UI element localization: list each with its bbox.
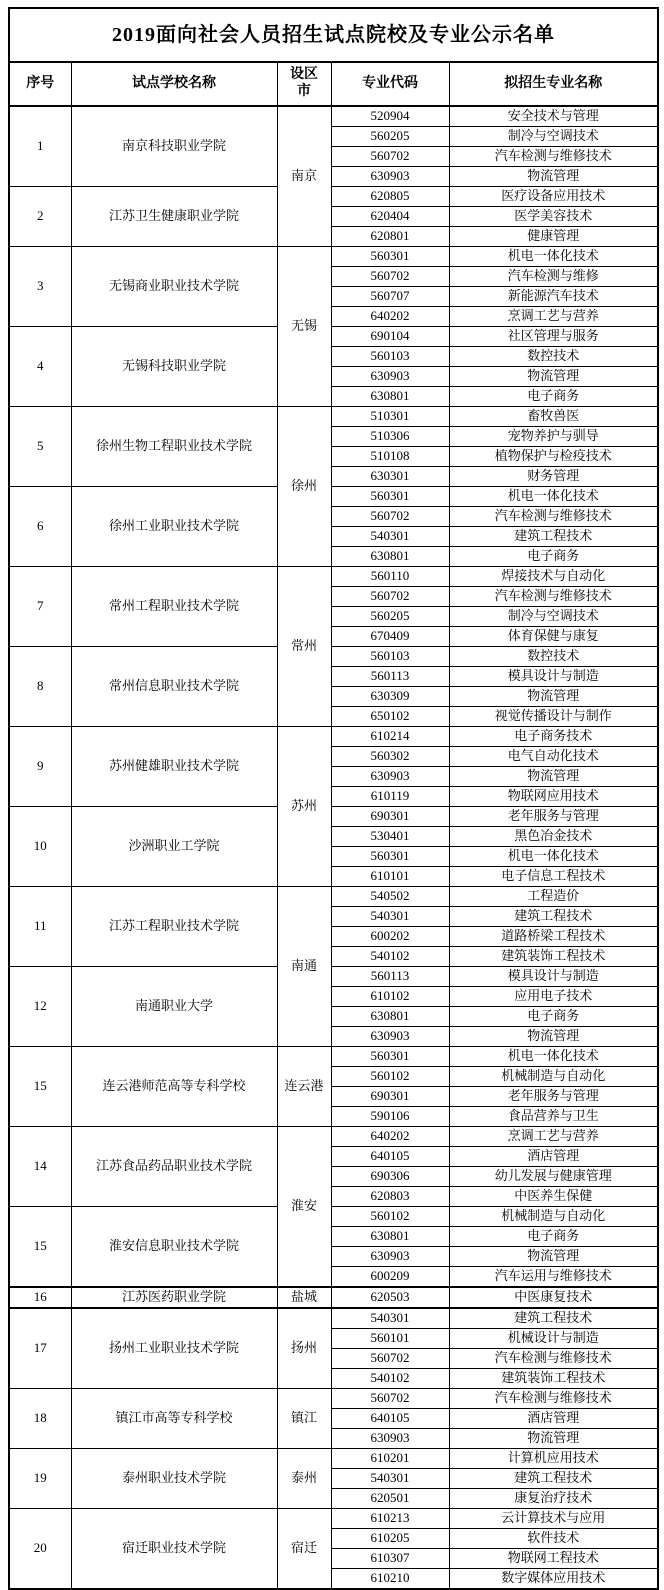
- major-code-cell: 540102: [331, 947, 449, 967]
- school-name-cell: 沙洲职业工学院: [71, 807, 277, 887]
- major-code-cell: 610205: [331, 1529, 449, 1549]
- city-cell: 泰州: [277, 1449, 331, 1509]
- major-code-cell: 620801: [331, 227, 449, 247]
- major-row: [9, 187, 658, 207]
- major-code-cell: 630903: [331, 767, 449, 787]
- major-name-cell: 烹调工艺与营养: [449, 307, 658, 327]
- major-code-cell: 560301: [331, 847, 449, 867]
- major-code-cell: 560702: [331, 147, 449, 167]
- major-code-cell: 640105: [331, 1147, 449, 1167]
- column-header-city: [277, 62, 331, 106]
- major-code-cell: 560102: [331, 1067, 449, 1087]
- major-code-cell: 560702: [331, 507, 449, 527]
- major-code-cell: 560301: [331, 247, 449, 267]
- major-name-cell: 制冷与空调技术: [449, 127, 658, 147]
- major-name-cell: 社区管理与服务: [449, 327, 658, 347]
- city-cell: 苏州: [277, 727, 331, 887]
- major-name-cell: 数字媒体应用技术: [449, 1569, 658, 1590]
- school-name-cell: 无锡科技职业学院: [71, 327, 277, 407]
- major-name-cell: 建筑工程技术: [449, 527, 658, 547]
- major-code-cell: 560205: [331, 127, 449, 147]
- header-row: [9, 62, 658, 106]
- major-code-cell: 620503: [331, 1287, 449, 1308]
- major-code-cell: 540102: [331, 1369, 449, 1389]
- city-cell: 常州: [277, 567, 331, 727]
- major-name-cell: 健康管理: [449, 227, 658, 247]
- major-code-cell: 690301: [331, 807, 449, 827]
- serial-cell: 3: [9, 247, 71, 327]
- city-cell: 南通: [277, 887, 331, 1047]
- serial-cell: 9: [9, 727, 71, 807]
- column-header-city-label: 设区市: [290, 67, 318, 99]
- major-name-cell: 建筑工程技术: [449, 1469, 658, 1489]
- major-name-cell: 建筑装饰工程技术: [449, 947, 658, 967]
- major-name-cell: 老年服务与管理: [449, 807, 658, 827]
- major-code-cell: 610214: [331, 727, 449, 747]
- major-row: [9, 407, 658, 427]
- major-name-cell: 机械制造与自动化: [449, 1207, 658, 1227]
- major-name-cell: 电气自动化技术: [449, 747, 658, 767]
- serial-cell: 14: [9, 1127, 71, 1207]
- column-header-major: 拟招生专业名称: [449, 62, 658, 106]
- major-code-cell: 560113: [331, 667, 449, 687]
- serial-cell: 17: [9, 1308, 71, 1389]
- serial-cell: 10: [9, 807, 71, 887]
- serial-cell: 5: [9, 407, 71, 487]
- major-name-cell: 工程造价: [449, 887, 658, 907]
- major-name-cell: 植物保护与检疫技术: [449, 447, 658, 467]
- major-code-cell: 630801: [331, 387, 449, 407]
- major-name-cell: 康复治疗技术: [449, 1489, 658, 1509]
- major-code-cell: 670409: [331, 627, 449, 647]
- major-name-cell: 数控技术: [449, 347, 658, 367]
- city-cell: 盐城: [277, 1287, 331, 1308]
- serial-cell: 16: [9, 1287, 71, 1308]
- major-code-cell: 540301: [331, 1308, 449, 1329]
- major-name-cell: 汽车运用与维修技术: [449, 1267, 658, 1288]
- school-name-cell: 无锡商业职业技术学院: [71, 247, 277, 327]
- major-name-cell: 汽车检测与维修技术: [449, 587, 658, 607]
- major-row: [9, 1047, 658, 1067]
- serial-cell: 19: [9, 1449, 71, 1509]
- major-name-cell: 机电一体化技术: [449, 1047, 658, 1067]
- school-name-cell: 淮安信息职业技术学院: [71, 1207, 277, 1288]
- major-code-cell: 560702: [331, 1389, 449, 1409]
- major-code-cell: 690104: [331, 327, 449, 347]
- major-code-cell: 560707: [331, 287, 449, 307]
- major-code-cell: 610307: [331, 1549, 449, 1569]
- major-code-cell: 560103: [331, 647, 449, 667]
- major-code-cell: 560101: [331, 1329, 449, 1349]
- major-name-cell: 云计算技术与应用: [449, 1509, 658, 1529]
- major-name-cell: 物流管理: [449, 767, 658, 787]
- major-code-cell: 590106: [331, 1107, 449, 1127]
- major-name-cell: 财务管理: [449, 467, 658, 487]
- major-code-cell: 560110: [331, 567, 449, 587]
- major-row: [9, 1389, 658, 1409]
- major-name-cell: 物流管理: [449, 1429, 658, 1449]
- major-code-cell: 530401: [331, 827, 449, 847]
- major-code-cell: 640202: [331, 1127, 449, 1147]
- major-name-cell: 汽车检测与维修技术: [449, 507, 658, 527]
- major-name-cell: 电子商务: [449, 547, 658, 567]
- major-name-cell: 模具设计与制造: [449, 967, 658, 987]
- major-name-cell: 烹调工艺与营养: [449, 1127, 658, 1147]
- major-name-cell: 模具设计与制造: [449, 667, 658, 687]
- major-code-cell: 560301: [331, 487, 449, 507]
- major-code-cell: 630801: [331, 547, 449, 567]
- major-row: [9, 487, 658, 507]
- major-code-cell: 560103: [331, 347, 449, 367]
- major-code-cell: 630903: [331, 1027, 449, 1047]
- major-name-cell: 电子信息工程技术: [449, 867, 658, 887]
- major-code-cell: 650102: [331, 707, 449, 727]
- document-title: 2019面向社会人员招生试点院校及专业公示名单: [9, 8, 658, 62]
- major-code-cell: 610119: [331, 787, 449, 807]
- major-row: [9, 1509, 658, 1529]
- major-code-cell: 690306: [331, 1167, 449, 1187]
- major-row: [9, 967, 658, 987]
- major-code-cell: 540301: [331, 907, 449, 927]
- serial-cell: 2: [9, 187, 71, 247]
- major-code-cell: 560702: [331, 267, 449, 287]
- major-code-cell: 620501: [331, 1489, 449, 1509]
- major-code-cell: 630903: [331, 1429, 449, 1449]
- major-name-cell: 数控技术: [449, 647, 658, 667]
- enrollment-table: [8, 7, 659, 1590]
- city-cell: 镇江: [277, 1389, 331, 1449]
- major-code-cell: 630801: [331, 1227, 449, 1247]
- major-code-cell: 620805: [331, 187, 449, 207]
- major-name-cell: 医疗设备应用技术: [449, 187, 658, 207]
- major-row: [9, 727, 658, 747]
- major-name-cell: 焊接技术与自动化: [449, 567, 658, 587]
- major-code-cell: 560205: [331, 607, 449, 627]
- major-name-cell: 软件技术: [449, 1529, 658, 1549]
- major-code-cell: 630801: [331, 1007, 449, 1027]
- serial-cell: 15: [9, 1207, 71, 1288]
- city-cell: 淮安: [277, 1127, 331, 1288]
- major-row: [9, 1308, 658, 1329]
- city-cell: 扬州: [277, 1308, 331, 1389]
- school-name-cell: 宿迁职业技术学院: [71, 1509, 277, 1590]
- serial-cell: 8: [9, 647, 71, 727]
- major-name-cell: 机械制造与自动化: [449, 1067, 658, 1087]
- serial-cell: 7: [9, 567, 71, 647]
- major-name-cell: 建筑工程技术: [449, 907, 658, 927]
- city-cell: 宿迁: [277, 1509, 331, 1590]
- school-name-cell: 南通职业大学: [71, 967, 277, 1047]
- major-name-cell: 汽车检测与维修技术: [449, 1389, 658, 1409]
- major-code-cell: 600202: [331, 927, 449, 947]
- major-code-cell: 630903: [331, 367, 449, 387]
- major-code-cell: 560102: [331, 1207, 449, 1227]
- major-row: [9, 807, 658, 827]
- major-row: [9, 1127, 658, 1147]
- school-name-cell: 江苏食品药品职业技术学院: [71, 1127, 277, 1207]
- school-name-cell: 徐州生物工程职业技术学院: [71, 407, 277, 487]
- major-name-cell: 计算机应用技术: [449, 1449, 658, 1469]
- major-name-cell: 建筑装饰工程技术: [449, 1369, 658, 1389]
- major-row: [9, 247, 658, 267]
- major-code-cell: 510108: [331, 447, 449, 467]
- school-name-cell: 江苏卫生健康职业学院: [71, 187, 277, 247]
- major-name-cell: 制冷与空调技术: [449, 607, 658, 627]
- major-code-cell: 560702: [331, 1349, 449, 1369]
- major-name-cell: 电子商务: [449, 387, 658, 407]
- major-code-cell: 630903: [331, 167, 449, 187]
- major-name-cell: 食品营养与卫生: [449, 1107, 658, 1127]
- major-name-cell: 安全技术与管理: [449, 106, 658, 127]
- major-name-cell: 汽车检测与维修技术: [449, 1349, 658, 1369]
- major-name-cell: 物流管理: [449, 167, 658, 187]
- major-code-cell: 630903: [331, 1247, 449, 1267]
- major-name-cell: 物联网应用技术: [449, 787, 658, 807]
- major-row: [9, 1207, 658, 1227]
- major-row: [9, 647, 658, 667]
- major-name-cell: 老年服务与管理: [449, 1087, 658, 1107]
- school-name-cell: 江苏医药职业学院: [71, 1287, 277, 1308]
- column-header-school: 试点学校名称: [71, 62, 277, 106]
- major-code-cell: 630301: [331, 467, 449, 487]
- school-name-cell: 常州信息职业技术学院: [71, 647, 277, 727]
- major-name-cell: 汽车检测与维修: [449, 267, 658, 287]
- major-name-cell: 体育保健与康复: [449, 627, 658, 647]
- school-name-cell: 镇江市高等专科学校: [71, 1389, 277, 1449]
- major-name-cell: 道路桥梁工程技术: [449, 927, 658, 947]
- major-row: [9, 1449, 658, 1469]
- major-name-cell: 物流管理: [449, 1027, 658, 1047]
- city-cell: 连云港: [277, 1047, 331, 1127]
- major-name-cell: 酒店管理: [449, 1147, 658, 1167]
- major-name-cell: 物流管理: [449, 1247, 658, 1267]
- major-code-cell: 610201: [331, 1449, 449, 1469]
- major-name-cell: 物流管理: [449, 367, 658, 387]
- major-code-cell: 540301: [331, 1469, 449, 1489]
- major-code-cell: 640202: [331, 307, 449, 327]
- major-code-cell: 540502: [331, 887, 449, 907]
- serial-cell: 6: [9, 487, 71, 567]
- serial-cell: 1: [9, 106, 71, 187]
- major-name-cell: 电子商务: [449, 1227, 658, 1247]
- major-name-cell: 幼儿发展与健康管理: [449, 1167, 658, 1187]
- serial-cell: 11: [9, 887, 71, 967]
- school-name-cell: 江苏工程职业技术学院: [71, 887, 277, 967]
- major-name-cell: 电子商务技术: [449, 727, 658, 747]
- serial-cell: 18: [9, 1389, 71, 1449]
- major-code-cell: 560301: [331, 1047, 449, 1067]
- major-code-cell: 630309: [331, 687, 449, 707]
- major-code-cell: 610102: [331, 987, 449, 1007]
- major-name-cell: 应用电子技术: [449, 987, 658, 1007]
- major-row: [9, 327, 658, 347]
- major-code-cell: 610213: [331, 1509, 449, 1529]
- major-code-cell: 620803: [331, 1187, 449, 1207]
- major-code-cell: 520904: [331, 106, 449, 127]
- major-name-cell: 视觉传播设计与制作: [449, 707, 658, 727]
- major-code-cell: 640105: [331, 1409, 449, 1429]
- major-name-cell: 中医康复技术: [449, 1287, 658, 1308]
- city-cell: 南京: [277, 106, 331, 247]
- school-name-cell: 扬州工业职业技术学院: [71, 1308, 277, 1389]
- major-code-cell: 600209: [331, 1267, 449, 1288]
- major-name-cell: 新能源汽车技术: [449, 287, 658, 307]
- school-name-cell: 苏州健雄职业技术学院: [71, 727, 277, 807]
- major-name-cell: 汽车检测与维修技术: [449, 147, 658, 167]
- major-code-cell: 510301: [331, 407, 449, 427]
- school-name-cell: 常州工程职业技术学院: [71, 567, 277, 647]
- major-name-cell: 畜牧兽医: [449, 407, 658, 427]
- column-header-serial: 序号: [9, 62, 71, 106]
- city-cell: 徐州: [277, 407, 331, 567]
- major-row: [9, 567, 658, 587]
- serial-cell: 4: [9, 327, 71, 407]
- major-name-cell: 医学美容技术: [449, 207, 658, 227]
- major-code-cell: 510306: [331, 427, 449, 447]
- major-code-cell: 690301: [331, 1087, 449, 1107]
- school-name-cell: 南京科技职业学院: [71, 106, 277, 187]
- major-name-cell: 机电一体化技术: [449, 247, 658, 267]
- school-name-cell: 泰州职业技术学院: [71, 1449, 277, 1509]
- title-row: [9, 8, 658, 62]
- major-code-cell: 560113: [331, 967, 449, 987]
- major-name-cell: 建筑工程技术: [449, 1308, 658, 1329]
- major-code-cell: 620404: [331, 207, 449, 227]
- column-header-code: 专业代码: [331, 62, 449, 106]
- school-name-cell: 徐州工业职业技术学院: [71, 487, 277, 567]
- major-name-cell: 物联网工程技术: [449, 1549, 658, 1569]
- major-code-cell: 560302: [331, 747, 449, 767]
- major-name-cell: 中医养生保健: [449, 1187, 658, 1207]
- major-code-cell: 610101: [331, 867, 449, 887]
- major-name-cell: 物流管理: [449, 687, 658, 707]
- major-name-cell: 宠物养护与驯导: [449, 427, 658, 447]
- major-name-cell: 机电一体化技术: [449, 487, 658, 507]
- serial-cell: 12: [9, 967, 71, 1047]
- serial-cell: 20: [9, 1509, 71, 1590]
- school-name-cell: 连云港师范高等专科学校: [71, 1047, 277, 1127]
- major-code-cell: 610210: [331, 1569, 449, 1590]
- major-name-cell: 电子商务: [449, 1007, 658, 1027]
- major-code-cell: 560702: [331, 587, 449, 607]
- serial-cell: 15: [9, 1047, 71, 1127]
- major-name-cell: 机械设计与制造: [449, 1329, 658, 1349]
- major-name-cell: 机电一体化技术: [449, 847, 658, 867]
- major-code-cell: 540301: [331, 527, 449, 547]
- major-name-cell: 酒店管理: [449, 1409, 658, 1429]
- city-cell: 无锡: [277, 247, 331, 407]
- major-row: [9, 106, 658, 127]
- major-name-cell: 黑色冶金技术: [449, 827, 658, 847]
- major-row: [9, 887, 658, 907]
- major-row: [9, 1287, 658, 1308]
